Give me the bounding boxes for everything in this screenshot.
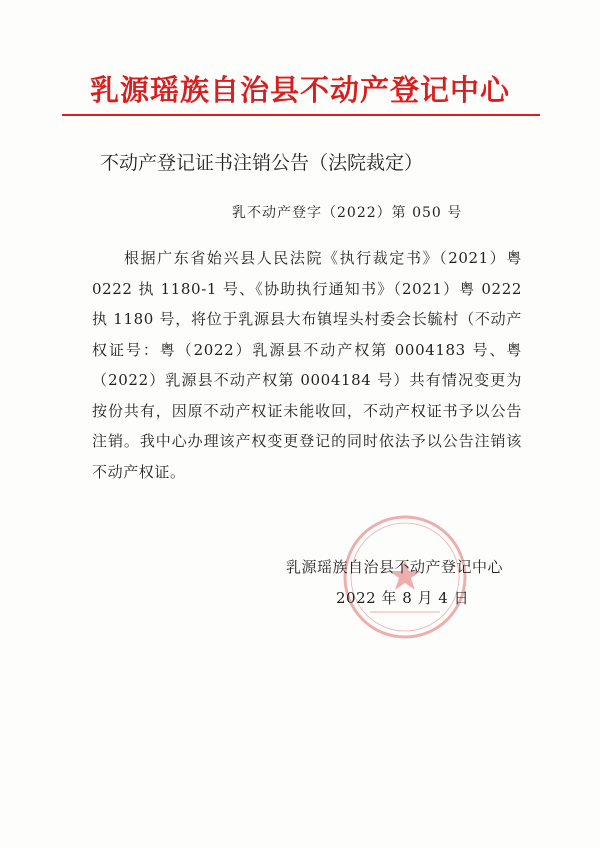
signature-organization: 乳源瑶族自治县不动产登记中心 xyxy=(286,558,504,576)
notice-body xyxy=(92,243,522,487)
notice-title: 不动产登记证书注销公告（法院裁定） xyxy=(100,152,424,174)
letterhead-title: 乳源瑶族自治县不动产登记中心 xyxy=(89,73,510,107)
notice-paragraph: 根据广东省始兴县人民法院《执行裁定书》（2021）粤 0222 执 1180-1 号、《协助执行通知书》（2021）粤 0222 执 1180 号，将位于乳源县大布镇埕头村委会长毓村（不动产权证号：粤（2022）乳源县不动产权第 0004183 号、粤（2022）乳源县不动产权第 0004184 号）共有情况变更为按份共有，因原不动产权证未能收回，不动产权证书予以公告注销。我中心办理该产权变更登记的同时依法予以公告注销该不动产权证。 xyxy=(92,249,522,481)
signature-date: 2022 年 8 月 4 日 xyxy=(336,589,470,607)
letterhead-divider xyxy=(62,114,540,116)
document-number: 乳不动产登字（2022）第 050 号 xyxy=(232,205,463,221)
official-seal-icon xyxy=(340,512,470,642)
